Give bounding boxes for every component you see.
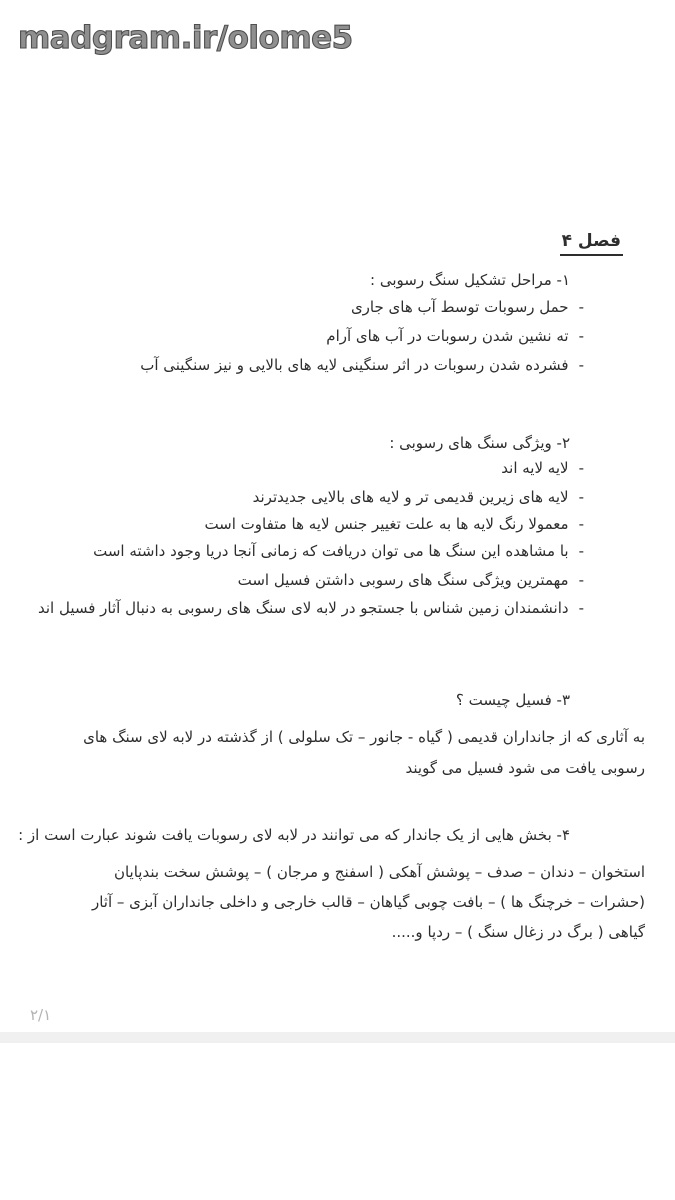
bullet-dash: - <box>578 515 584 533</box>
bullet-text: ته نشین شدن رسوبات در آب های آرام <box>326 327 569 345</box>
bullet-dash: - <box>578 298 584 316</box>
bullet-item <box>253 487 584 507</box>
bullet-item <box>38 598 584 618</box>
bullet-text: معمولا رنگ لایه ها به علت تغییر جنس لایه ها متفاوت است <box>204 515 569 533</box>
bullet-dash: - <box>578 488 584 506</box>
bullet-item <box>351 297 584 317</box>
bullet-dash: - <box>578 599 584 617</box>
bullet-item <box>93 541 584 561</box>
bullet-text: دانشمندان زمین شناس با جستجو در لابه لای سنگ های رسوبی به دنبال آثار فسیل اند <box>37 599 569 617</box>
bullet-dash: - <box>578 327 584 345</box>
bullet-item <box>501 458 584 478</box>
page-number: ۲/۱ <box>30 1006 52 1024</box>
section-3-heading: ۳- فسیل چیست ؟ <box>455 691 570 709</box>
section-3-paragraph: به آثاری که از جانداران قدیمی ( گیاه - جانور – تک سلولی ) از گذشته در لابه لای سنگ های رسوبی یافت می شود فسیل می گویند <box>83 728 645 777</box>
bullet-text: فشرده شدن رسوبات در اثر سنگینی لایه های بالایی و نیز سنگینی آب <box>140 356 569 374</box>
bullet-item <box>204 514 584 534</box>
page-break-divider <box>0 1032 675 1043</box>
chapter-title: فصل ۴ <box>560 231 623 256</box>
bullet-text: حمل رسوبات توسط آب های جاری <box>350 298 569 316</box>
section-2-heading: ۲- ویژگی سنگ های رسوبی : <box>389 434 570 452</box>
section-4-paragraph: استخوان – دندان – صدف – پوشش آهکی ( اسفنج و مرجان ) – پوشش سخت بندپایان (حشرات – خرچنگ ها ) – بافت چوبی گیاهان – قالب خارجی و داخلی جانداران آبزی – آثار گیاهی ( برگ در زغال سنگ ) – ردپا و..... <box>91 863 645 941</box>
section-4-heading: ۴- بخش هایی از یک جاندار که می توانند در لابه لای رسوبات یافت شوند عبارت است از : <box>18 826 570 844</box>
bullet-text: لایه های زیرین قدیمی تر و لایه های بالایی جدیدترند <box>252 488 569 506</box>
bullet-dash: - <box>578 459 584 477</box>
bullet-dash: - <box>578 542 584 560</box>
section-1-heading: ۱- مراحل تشکیل سنگ رسوبی : <box>370 271 570 289</box>
bullet-text: با مشاهده این سنگ ها می توان دریافت که زمانی آنجا دریا وجود داشته است <box>93 542 569 560</box>
bullet-item <box>326 326 584 346</box>
bullet-item <box>238 570 584 590</box>
bullet-item <box>140 355 584 375</box>
bullet-dash: - <box>578 356 584 374</box>
bullet-dash: - <box>578 571 584 589</box>
watermark-url: madgram.ir/olome5 <box>18 20 353 56</box>
bullet-text: لایه لایه اند <box>501 459 569 477</box>
bullet-text: مهمترین ویژگی سنگ های رسوبی داشتن فسیل است <box>237 571 569 589</box>
